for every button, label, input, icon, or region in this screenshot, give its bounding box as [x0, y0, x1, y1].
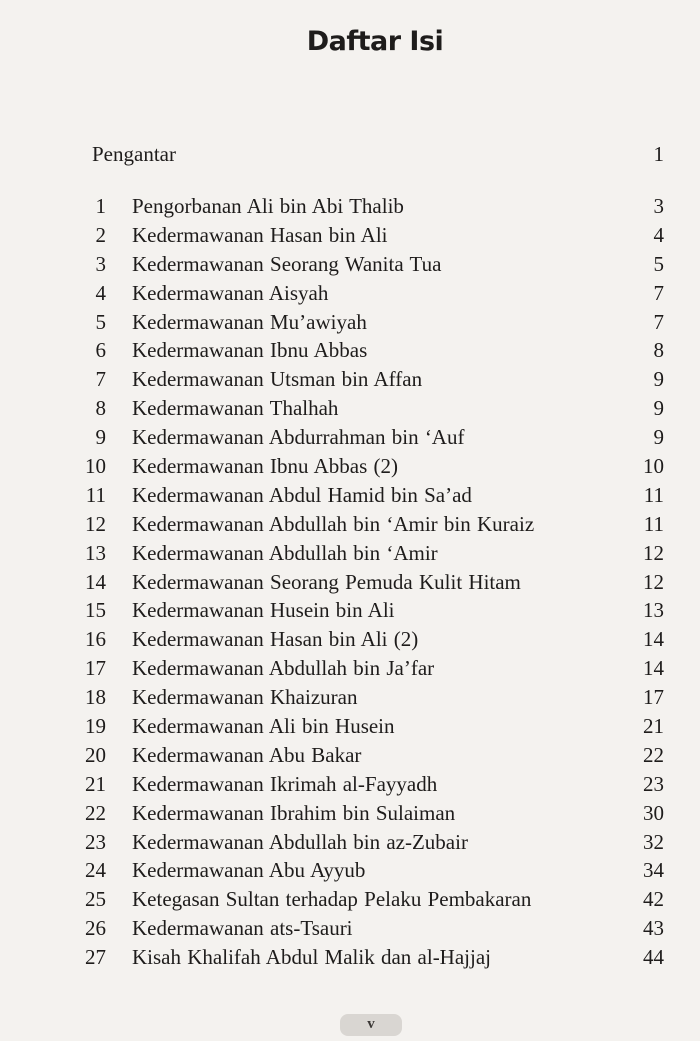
toc-entry-page: 3: [653, 194, 664, 218]
toc-entry: [72, 452, 664, 481]
toc-entry-page: 9: [653, 396, 664, 421]
toc-entry-number: 20: [85, 742, 106, 767]
toc-entry-title: Ketegasan Sultan terhadap Pelaku Pembakaran: [132, 887, 532, 912]
toc-entry-page: 9: [653, 367, 664, 392]
toc-entry: [72, 683, 664, 712]
toc-entry-number: 21: [85, 771, 106, 796]
toc-entry-number: 6: [95, 338, 106, 363]
toc-entry-title: Kedermawanan Seorang Wanita Tua: [132, 251, 442, 276]
toc-entry-page: 5: [653, 251, 664, 276]
toc-entry-number: 13: [85, 540, 106, 565]
toc-entry-number: 1: [95, 194, 106, 218]
toc-entry-number: 15: [85, 598, 106, 623]
page-number: v: [340, 1014, 402, 1036]
toc-entry-title: Kedermawanan Aisyah: [132, 280, 329, 305]
toc-entry-number: 23: [85, 829, 106, 854]
toc-entry-page: 4: [653, 222, 664, 247]
toc-entry: [72, 568, 664, 597]
toc-entry-number: 4: [95, 280, 106, 305]
toc-entry: [72, 914, 664, 943]
toc-entry-title: Kedermawanan Ibnu Abbas: [132, 338, 368, 363]
toc-entry-title: Kedermawanan Ali bin Husein: [132, 714, 395, 739]
toc-intro-page: 1: [653, 142, 664, 166]
toc-entry: [72, 856, 664, 885]
toc-entry-page: 42: [643, 887, 664, 912]
toc-entry-number: 12: [85, 511, 106, 536]
toc-entry-title: Kedermawanan Ibnu Abbas (2): [132, 454, 398, 479]
toc-entry: [72, 308, 664, 337]
toc-entry-title: Kedermawanan Ikrimah al-Fayyadh: [132, 771, 438, 796]
toc-entry: [72, 192, 664, 221]
toc-entry-page: 14: [643, 627, 664, 652]
toc-entry-title: Kedermawanan Abu Bakar: [132, 742, 362, 767]
toc-entry: [72, 712, 664, 741]
toc-entry-title: Kedermawanan Abdullah bin ‘Amir bin Kuraiz: [132, 511, 535, 536]
toc-entry-number: 18: [85, 685, 106, 710]
toc-entry: [72, 510, 664, 539]
toc-entry-page: 30: [643, 800, 664, 825]
toc-entry-page: 8: [653, 338, 664, 363]
toc-entry-page: 32: [643, 829, 664, 854]
toc-entry-number: 2: [95, 222, 106, 247]
toc-entry-page: 13: [643, 598, 664, 623]
toc-entry: [72, 423, 664, 452]
toc-entry-number: 17: [85, 656, 106, 681]
toc-entry-number: 26: [85, 916, 106, 941]
toc-entry-number: 7: [95, 367, 106, 392]
toc-entry-page: 12: [643, 569, 664, 594]
toc-entry: [72, 394, 664, 423]
toc-entry-page: 9: [653, 425, 664, 450]
toc-entry-page: 11: [643, 511, 664, 536]
toc-entry-page: 44: [643, 945, 664, 970]
toc-entry-page: 7: [653, 280, 664, 305]
toc-entry-page: 14: [643, 656, 664, 681]
toc-entry-number: 10: [85, 454, 106, 479]
toc-entry-title: Pengorbanan Ali bin Abi Thalib: [132, 194, 404, 218]
toc-entry: [72, 770, 664, 799]
toc-entry-number: 11: [85, 482, 106, 507]
toc-entry-title: Kedermawanan Abu Ayyub: [132, 858, 366, 883]
toc-entry: [72, 741, 664, 770]
toc-entry-title: Kedermawanan Hasan bin Ali (2): [132, 627, 419, 652]
toc-entry: [72, 481, 664, 510]
toc-entry-page: 43: [643, 916, 664, 941]
toc-entry: [72, 596, 664, 625]
toc-entry-number: 8: [95, 396, 106, 421]
toc-entry-number: 16: [85, 627, 106, 652]
toc-entry: [72, 625, 664, 654]
toc-entry-page: 17: [643, 685, 664, 710]
toc-intro-row: [92, 142, 664, 167]
toc-entry: [72, 885, 664, 914]
toc-entry: [72, 654, 664, 683]
toc-entry: [72, 828, 664, 857]
toc-entry-number: 19: [85, 714, 106, 739]
toc-entry-page: 7: [653, 309, 664, 334]
toc-entry-title: Kedermawanan Thalhah: [132, 396, 339, 421]
toc-entry-number: 3: [95, 251, 106, 276]
toc-entry-page: 34: [643, 858, 664, 883]
toc-entry-page: 21: [643, 714, 664, 739]
toc-entry: [72, 799, 664, 828]
toc-entry-title: Kedermawanan Utsman bin Affan: [132, 367, 423, 392]
page-title: Daftar Isi: [306, 26, 444, 57]
toc-entry: [72, 365, 664, 394]
toc-entry-page: 12: [643, 540, 664, 565]
toc-entry: [72, 943, 664, 972]
toc-entry-title: Kedermawanan Abdul Hamid bin Sa’ad: [132, 482, 472, 507]
toc-entry-page: 23: [643, 771, 664, 796]
toc-entry: [72, 336, 664, 365]
toc-entry-title: Kedermawanan Hasan bin Ali: [132, 222, 388, 247]
toc-entry-title: Kedermawanan Abdullah bin ‘Amir: [132, 540, 438, 565]
toc-entry-number: 14: [85, 569, 106, 594]
toc-entry: [72, 539, 664, 568]
table-of-contents: [72, 192, 664, 972]
toc-entry-title: Kedermawanan Abdullah bin Ja’far: [132, 656, 435, 681]
toc-entry-title: Kisah Khalifah Abdul Malik dan al-Hajjaj: [132, 945, 491, 970]
toc-entry-title: Kedermawanan Husein bin Ali: [132, 598, 395, 623]
toc-entry-title: Kedermawanan Khaizuran: [132, 685, 358, 710]
toc-intro-label: Pengantar: [92, 142, 176, 166]
toc-entry-number: 27: [85, 945, 106, 970]
toc-entry-page: 22: [643, 742, 664, 767]
toc-entry-number: 22: [85, 800, 106, 825]
toc-entry: [72, 221, 664, 250]
toc-entry-title: Kedermawanan Abdurrahman bin ‘Auf: [132, 425, 465, 450]
toc-entry-number: 9: [95, 425, 106, 450]
toc-entry-title: Kedermawanan Seorang Pemuda Kulit Hitam: [132, 569, 521, 594]
toc-entry-title: Kedermawanan Abdullah bin az-Zubair: [132, 829, 468, 854]
toc-entry-number: 24: [85, 858, 106, 883]
toc-entry-title: Kedermawanan ats-Tsauri: [132, 916, 353, 941]
toc-entry-number: 5: [95, 309, 106, 334]
toc-entry-page: 10: [643, 454, 664, 479]
toc-entry-number: 25: [85, 887, 106, 912]
toc-entry-page: 11: [643, 482, 664, 507]
toc-entry: [72, 279, 664, 308]
toc-entry-title: Kedermawanan Mu’awiyah: [132, 309, 367, 334]
toc-entry-title: Kedermawanan Ibrahim bin Sulaiman: [132, 800, 456, 825]
toc-entry: [72, 250, 664, 279]
